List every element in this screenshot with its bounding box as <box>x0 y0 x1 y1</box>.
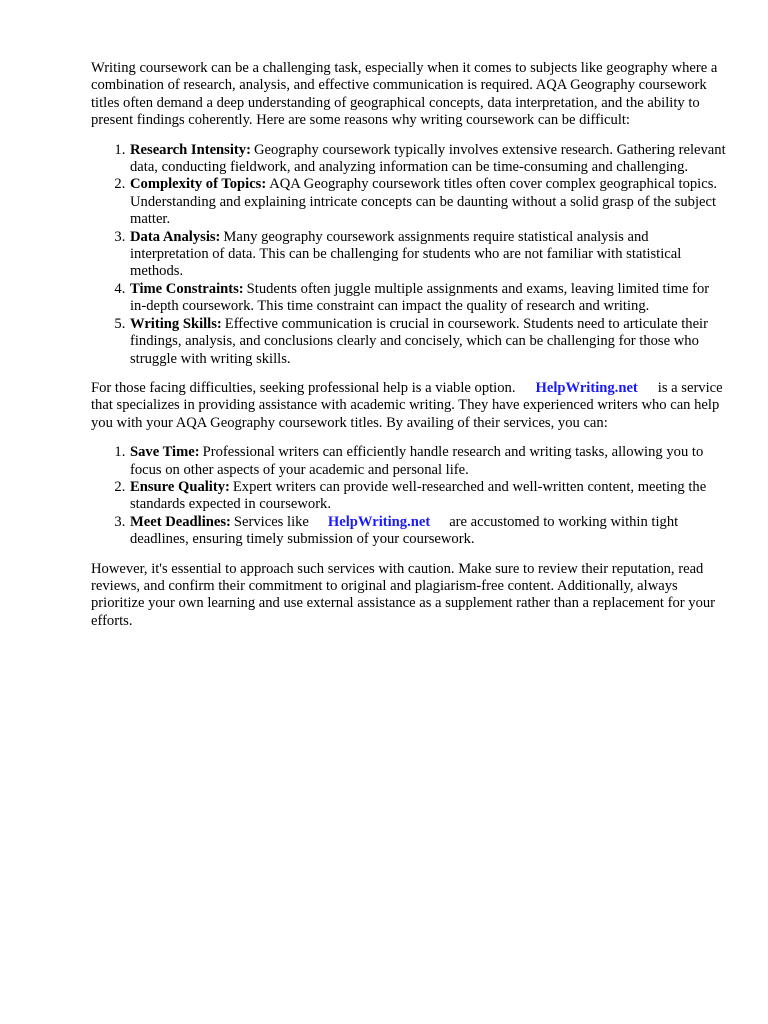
benefit-text-before-link: Services like <box>233 513 309 530</box>
reason-item-complexity-of-topics <box>129 176 727 228</box>
closing-paragraph: However, it's essential to approach such services with caution. Make sure to review their reputation, read reviews, and confirm their commitment to original and plagiarism-free content. Additionally, always prioritize your own learning and use external assistance as a supplement rather than a replacement for your efforts. <box>91 560 716 629</box>
reason-term: Data Analysis: <box>130 228 221 245</box>
reason-text: AQA Geography coursework titles often cover complex geographical topics. Understanding and explaining intricate concepts can be daunting without a solid grasp of the subject matter. <box>130 176 718 228</box>
reason-text: Geography coursework typically involves extensive research. Gathering relevant data, conducting fieldwork, and analyzing information can be time-consuming and challenging. <box>130 141 726 176</box>
reason-item-data-analysis <box>129 229 727 281</box>
reason-item-writing-skills <box>129 316 727 368</box>
reason-text: Many geography coursework assignments require statistical analysis and interpretation of data. This can be challenging for students who are not familiar with statistical methods. <box>130 228 682 280</box>
reason-item-research-intensity <box>129 142 727 177</box>
help-paragraph <box>91 380 727 432</box>
helpwriting-link[interactable]: HelpWriting.net <box>535 379 638 396</box>
reason-term: Complexity of Topics: <box>130 176 267 193</box>
benefits-list <box>91 444 727 548</box>
reason-text: Students often juggle multiple assignments and exams, leaving limited time for in-depth coursework. This time constraint can impact the quality of research and writing. <box>130 280 710 315</box>
benefit-term: Save Time: <box>130 444 200 461</box>
benefit-item-ensure-quality <box>129 479 727 514</box>
reason-term: Time Constraints: <box>130 280 244 297</box>
reason-term: Writing Skills: <box>130 315 222 332</box>
help-text-after-link: is a service that specializes in providing assistance with academic writing. They have experienced writers who can help you with your AQA Geography coursework titles. By availing of their services, you can: <box>91 379 723 431</box>
reason-item-time-constraints <box>129 281 727 316</box>
benefit-item-meet-deadlines <box>129 514 727 549</box>
benefit-item-save-time <box>129 444 727 479</box>
benefit-term: Ensure Quality: <box>130 478 230 495</box>
intro-paragraph: Writing coursework can be a challenging task, especially when it comes to subjects like geography where a combination of research, analysis, and effective communication is required. AQA Geography coursework titles often demand a deep understanding of geographical concepts, data interpretation, and the ability to present findings coherently. Here are some reasons why writing coursework can be difficult: <box>91 60 718 129</box>
help-text-before-link: For those facing difficulties, seeking professional help is a viable option. <box>91 379 516 396</box>
benefit-text-after-link: are accustomed to working within tight deadlines, ensuring timely submission of your coursework. <box>130 513 679 548</box>
reason-text: Effective communication is crucial in coursework. Students need to articulate their findings, analysis, and conclusions clearly and concisely, which can be challenging for those who struggle with writing skills. <box>130 315 708 367</box>
reason-term: Research Intensity: <box>130 141 251 158</box>
reasons-list <box>91 142 727 368</box>
benefit-text: Professional writers can efficiently handle research and writing tasks, allowing you to focus on other aspects of your academic and personal life. <box>130 444 704 478</box>
benefit-term: Meet Deadlines: <box>130 513 231 530</box>
document-page <box>91 60 727 630</box>
benefit-text: Expert writers can provide well-researched and well-written content, meeting the standards expected in coursework. <box>130 478 707 513</box>
helpwriting-link[interactable]: HelpWriting.net <box>327 513 431 530</box>
